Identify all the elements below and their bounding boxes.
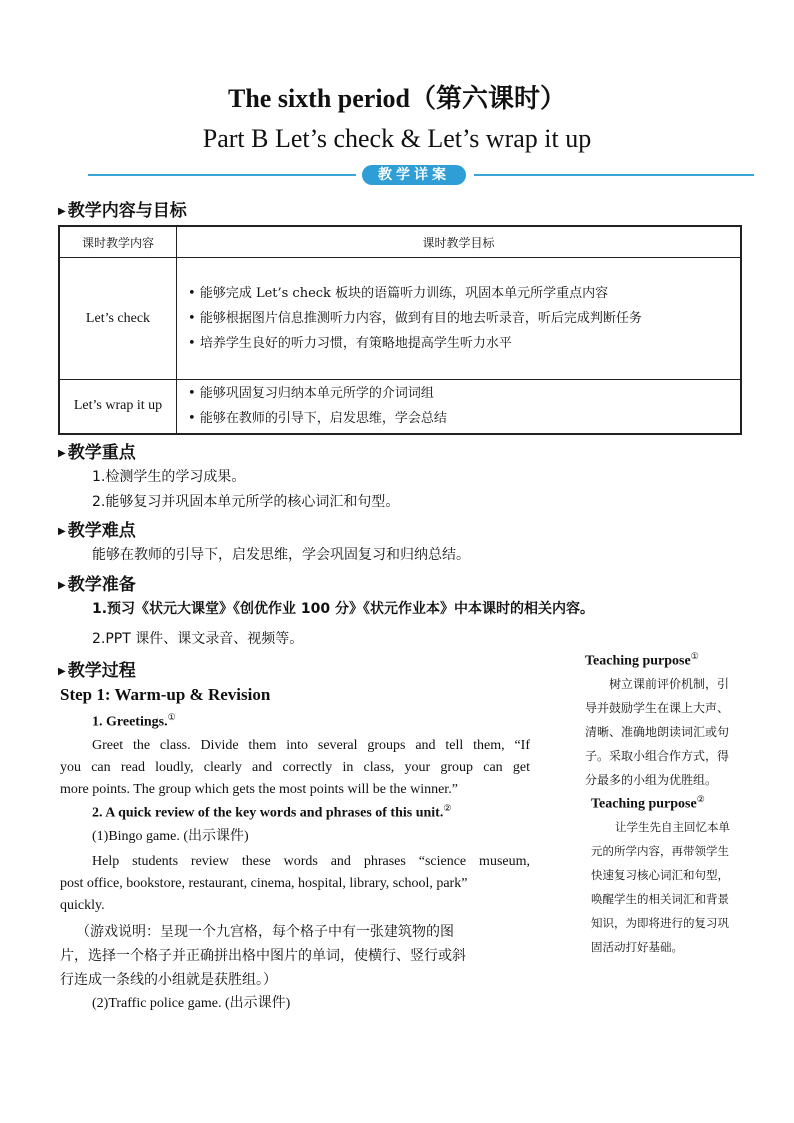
- traffic-title: (2)Traffic police game. (出示课件): [92, 996, 291, 1011]
- goal-item: • 能够根据图片信息推测听力内容，做到有目的地去听录音，听后完成判断任务: [188, 311, 642, 326]
- game-note: （游戏说明：呈现一个九宫格，每个格子中有一张建筑物的图 片，选择一个格子并正确拼出格中图片的单词，使横行、竖行或斜 行连成一条线的小组就是获胜组。）: [60, 924, 466, 988]
- footnote-mark: ②: [443, 803, 452, 813]
- preparation-item-1: 1.预习《状元大课堂》《创优作业 100 分》《状元作业本》中本课时的相关内容。: [92, 601, 595, 617]
- lesson-badge-label: 教学详案: [362, 165, 466, 185]
- goal-item: • 能够完成 Let’s check 板块的语篇听力训练，巩固本单元所学重点内容: [188, 286, 609, 301]
- table-cell-goals: [177, 380, 742, 434]
- step1-title: Step 1: Warm-up & Revision: [60, 685, 271, 704]
- review-title: 2. A quick review of the key words and phrases of this unit.②: [92, 803, 452, 821]
- goals-table: [58, 225, 742, 435]
- goal-item: • 能够巩固复习归纳本单元所学的介词词组: [188, 386, 434, 402]
- purpose2-title: Teaching purpose②: [591, 794, 705, 812]
- table-row: [59, 258, 741, 380]
- section-key-points: ▶ 教学重点: [58, 443, 136, 463]
- table-header-row: [59, 226, 741, 258]
- page-subtitle: Part B Let’s check & Let’s wrap it up: [202, 124, 592, 153]
- section-content-goals: ▶ 教学内容与目标: [58, 201, 187, 221]
- purpose1-title: Teaching purpose①: [585, 651, 699, 669]
- triangle-bullet-icon: ▶: [58, 206, 66, 217]
- table-cell-content: Let’s wrap it up: [59, 380, 177, 434]
- section-difficulties: ▶ 教学难点: [58, 521, 136, 541]
- triangle-bullet-icon: ▶: [58, 666, 66, 677]
- goal-item: • 能够在教师的引导下，启发思维，学会总结: [188, 411, 447, 427]
- goal-item: • 培养学生良好的听力习惯，有策略地提高学生听力水平: [188, 336, 512, 351]
- section-process: ▶ 教学过程: [58, 661, 136, 681]
- table-header-content: 课时教学内容: [59, 226, 177, 258]
- footnote-mark: ①: [690, 651, 699, 661]
- purpose2-text: 让学生先自主回忆本单 元的所学内容，再带领学生 快速复习核心词汇和句型， 唤醒学生的相关词汇和背景 知识，为即将进行的复习巩 固活动打好基础。: [591, 820, 730, 954]
- purpose1-text: 树立课前评价机制，引 导并鼓励学生在课上大声、 清晰、准确地朗读词汇或句 子。采取小组合作方式，得 分最多的小组为优胜组。: [585, 677, 730, 787]
- key-point-2: 2.能够复习并巩固本单元所学的核心词汇和句型。: [92, 494, 400, 510]
- table-row: [59, 380, 741, 434]
- footnote-mark: ②: [696, 794, 705, 804]
- footnote-mark: ①: [167, 712, 176, 722]
- lesson-badge: [356, 164, 474, 186]
- triangle-bullet-icon: ▶: [58, 448, 66, 459]
- difficulties-text: 能够在教师的引导下，启发思维，学会巩固复习和归纳总结。: [92, 547, 470, 563]
- triangle-bullet-icon: ▶: [58, 580, 66, 591]
- greetings-paragraph: Greet the class. Divide them into several groups and tell them, “If you can read loudly, clearly and correctly in class, your group can get more points. The group which gets the most points will be the winner.”: [60, 738, 530, 797]
- bingo-title: (1)Bingo game. (出示课件): [92, 829, 249, 844]
- page-title: The sixth period（第六课时）: [227, 84, 567, 113]
- table-header-goals: 课时教学目标: [177, 226, 742, 258]
- section-preparation: ▶ 教学准备: [58, 575, 136, 595]
- greetings-title: 1. Greetings.①: [92, 712, 176, 730]
- table-cell-goals: [177, 258, 742, 380]
- triangle-bullet-icon: ▶: [58, 526, 66, 537]
- table-cell-content: Let’s check: [59, 258, 177, 380]
- key-point-1: 1.检测学生的学习成果。: [92, 469, 246, 485]
- bingo-paragraph: Help students review these words and phrases “science museum, post office, bookstore, restaurant, cinema, hospital, library, school, park” quickly.: [60, 854, 530, 913]
- preparation-item-2: 2.PPT 课件、课文录音、视频等。: [92, 631, 304, 647]
